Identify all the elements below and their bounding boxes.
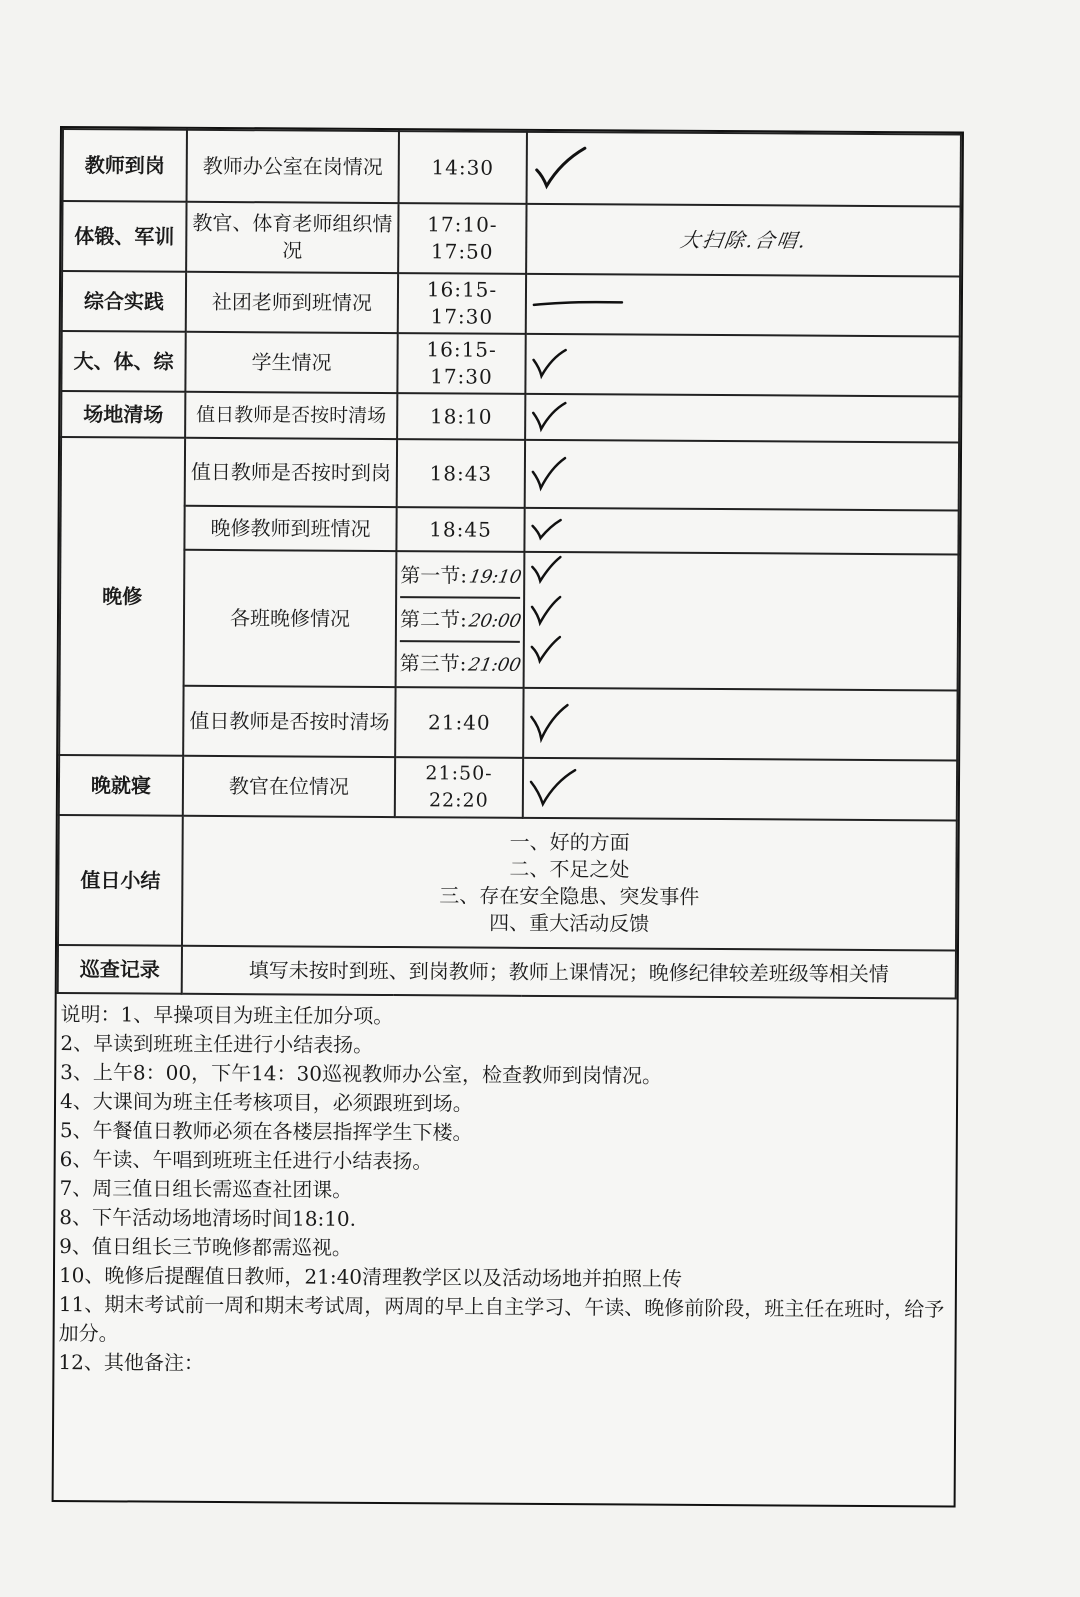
table-row [58, 945, 956, 998]
duty-record-sheet [52, 126, 964, 1507]
checkmark-icon [528, 555, 564, 585]
table-row [62, 271, 960, 336]
checkmark-icon [529, 348, 569, 380]
time-value: 17:10-17:50 [398, 203, 526, 274]
item-label: 晚修教师到班情况 [184, 506, 396, 551]
notes-section [54, 994, 956, 1382]
note-line: 说明：1、早操项目为班主任加分项。 [60, 1002, 394, 1029]
time-value: 21:50-22:20 [395, 757, 523, 818]
note-line: 3、上午8：00，下午14：30巡视教师办公室，检查教师到岗情况。 [60, 1060, 663, 1088]
checkmark-icon [527, 768, 579, 808]
summary-line: 四、重大活动反馈 [489, 910, 650, 936]
checkmark-icon [528, 595, 564, 627]
table-row [61, 331, 959, 396]
list-item [400, 554, 523, 599]
table-row [60, 505, 958, 554]
summary-line: 二、不足之处 [509, 856, 630, 882]
handwritten-note [526, 204, 960, 277]
item-label: 值日教师是否按时到岗 [185, 438, 397, 507]
check-cell [523, 688, 957, 761]
period-label: 第一节: [400, 563, 468, 588]
item-label: 值日教师是否按时清场 [183, 686, 395, 757]
period-label: 第三节: [399, 651, 467, 676]
period-list [396, 551, 525, 688]
note-line: 8、下午活动场地清场时间18:10. [59, 1205, 357, 1231]
checkmark-icon [527, 703, 571, 743]
note-line: 2、早读到班班主任进行小结表扬。 [60, 1031, 374, 1057]
item-label: 教师办公室在岗情况 [187, 130, 399, 203]
check-cell [525, 440, 959, 511]
item-label: 值日教师是否按时清场 [185, 392, 397, 439]
period-label: 第二节: [399, 607, 467, 632]
note-line: 11、期末考试前一周和期末考试周，两周的早上自主学习、午读、晚修前阶段，班主任在班时，给予加分。 [58, 1292, 945, 1346]
check-cell [527, 132, 961, 207]
time-value: 18:45 [396, 507, 524, 552]
category-label: 体锻、军训 [62, 201, 186, 272]
note-line: 4、大课间为班主任考核项目，必须跟班到场。 [59, 1089, 473, 1116]
check-cell [523, 758, 957, 821]
category-label: 晚就寝 [59, 755, 183, 816]
handwritten-time: 20:00 [466, 610, 523, 632]
note-line: 10、晚修后提醒值日教师，21:40清理教学区以及活动场地并拍照上传 [58, 1263, 683, 1291]
category-label: 值日小结 [58, 815, 183, 946]
time-value: 18:43 [397, 439, 525, 508]
checkmark-icon [529, 456, 569, 492]
note-line: 7、周三值日组长需巡查社团课。 [59, 1176, 353, 1202]
checkmark-icon [529, 401, 569, 433]
item-label: 社团老师到班情况 [186, 272, 398, 333]
list-item [399, 598, 523, 643]
table-row [61, 391, 959, 442]
patrol-text: 填写未按时到班、到岗教师；教师上课情况；晚修纪律较差班级等相关情 [182, 946, 956, 999]
list-item [399, 642, 523, 685]
table-row [61, 437, 959, 510]
summary-line: 一、好的方面 [509, 829, 630, 855]
checkmark-icon [528, 518, 564, 542]
table-row [59, 685, 957, 760]
table-row [63, 129, 961, 206]
category-label: 场地清场 [61, 391, 185, 438]
summary-line: 三、存在安全隐患、突发事件 [439, 883, 700, 909]
table-row [58, 815, 957, 950]
time-value: 18:10 [397, 393, 525, 440]
summary-cell [182, 816, 957, 951]
checkmark-icon [528, 635, 564, 665]
time-value: 16:15-17:30 [398, 273, 526, 334]
note-line: 9、值日组长三节晚修都需巡视。 [59, 1234, 352, 1260]
item-label: 学生情况 [185, 332, 397, 393]
check-cell [525, 334, 959, 397]
item-label: 教官在位情况 [183, 756, 395, 817]
check-stack [524, 552, 959, 691]
time-value: 21:40 [395, 687, 523, 758]
dash-mark-icon [530, 296, 630, 313]
table-row [60, 549, 959, 690]
note-line: 12、其他备注： [58, 1350, 204, 1375]
checkmark-icon [531, 146, 591, 190]
handwritten-text: 大扫除.合唱. [678, 227, 809, 253]
duty-table [57, 128, 962, 999]
table-row [59, 755, 957, 820]
check-cell [524, 508, 958, 555]
category-label: 巡查记录 [58, 945, 182, 994]
note-line: 6、午读、午唱到班班主任进行小结表扬。 [59, 1147, 433, 1174]
handwritten-time: 19:10 [467, 566, 523, 588]
dash-cell [526, 274, 960, 337]
item-label: 教官、体育老师组织情况 [186, 202, 398, 273]
category-label: 综合实践 [62, 271, 186, 332]
time-value: 14:30 [399, 131, 527, 204]
handwritten-time: 21:00 [466, 654, 523, 676]
time-value: 16:15-17:30 [397, 333, 525, 394]
item-label: 各班晚修情况 [184, 550, 397, 687]
category-label: 大、体、综 [61, 331, 185, 392]
table-row [62, 201, 960, 276]
category-label: 教师到岗 [63, 129, 187, 202]
note-line: 5、午餐值日教师必须在各楼层指挥学生下楼。 [59, 1118, 473, 1145]
check-cell [525, 394, 959, 443]
category-label: 晚修 [59, 437, 185, 756]
